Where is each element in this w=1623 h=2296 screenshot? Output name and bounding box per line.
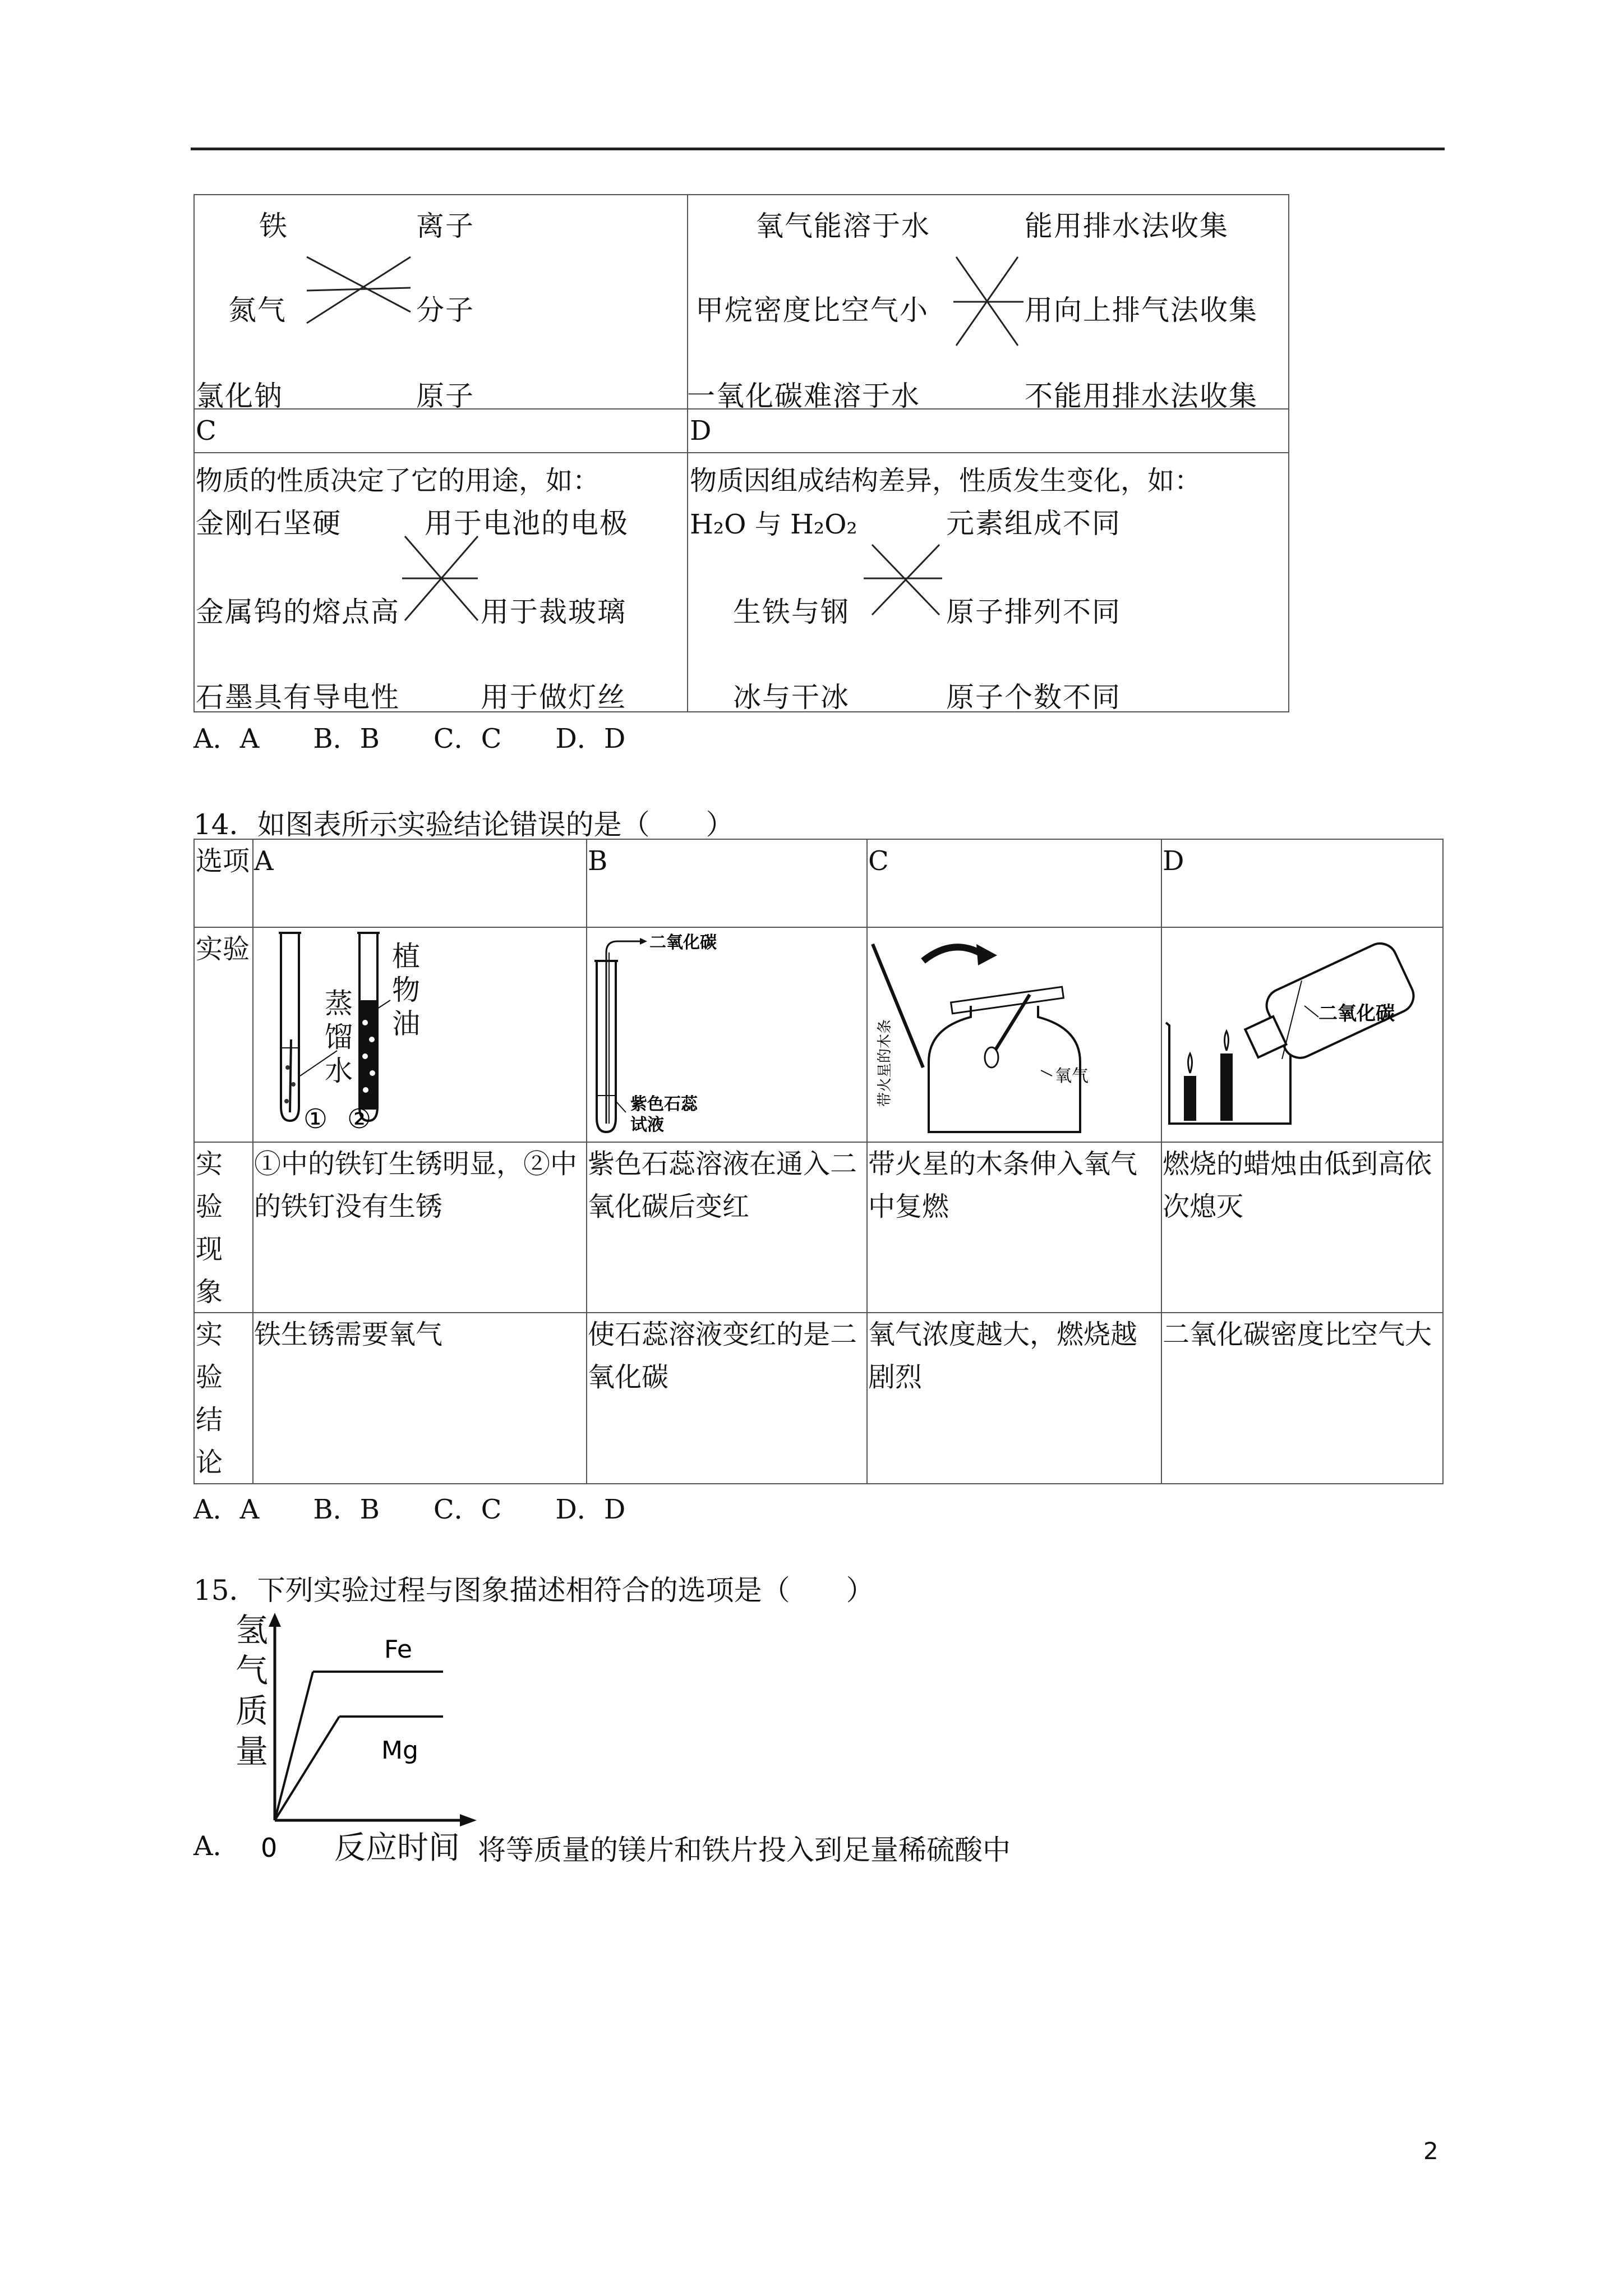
q13-a-lines — [195, 195, 687, 408]
q14-a-conclusion: 铁生锈需要氧气 — [254, 1319, 443, 1350]
q13-d-left-3: 冰与干冰 — [733, 681, 850, 714]
q13-d-intro: 物质因组成结构差异，性质发生变化，如： — [690, 465, 1202, 496]
q13-a-right-2: 分子 — [416, 294, 474, 326]
q13-c-left-3: 石墨具有导电性 — [196, 681, 400, 714]
fig-a-oil: 植物油 — [392, 940, 420, 1040]
q13-c-right-3: 用于做灯丝 — [481, 681, 626, 714]
fig-c-stick: 带火星的木条 — [877, 1019, 893, 1107]
q14-table — [193, 839, 1444, 1484]
q15-a-text: 将等质量的镁片和铁片投入到足量稀硫酸中 — [478, 1834, 1011, 1866]
q14-col-c-label: C — [868, 845, 889, 877]
fig-b-co2: 二氧化碳 — [649, 933, 717, 953]
q13-c-label: C — [196, 415, 216, 447]
q13-b-left-1: 氧气能溶于水 — [755, 210, 930, 242]
q14-stem: 14．如图表所示实验结论错误的是（ ） — [193, 808, 734, 841]
q13-c-right-1: 用于电池的电极 — [425, 507, 629, 540]
q15-stem: 15．下列实验过程与图象描述相符合的选项是（ ） — [193, 1574, 874, 1607]
fig-b-litmus-1: 紫色石蕊 — [630, 1094, 698, 1114]
q14-a-phenomenon: ①中的铁钉生锈明显，②中的铁钉没有生锈 — [254, 1148, 578, 1222]
q13-c-lines — [195, 452, 687, 710]
fig-d-co2: 二氧化碳 — [1318, 1002, 1395, 1025]
q13-d-left-2: 生铁与钢 — [733, 596, 850, 628]
q13-options: A．A B．B C．C D．D — [193, 723, 626, 754]
fig-a-n2: ② — [347, 1103, 372, 1135]
q13-b-right-1: 能用排水法收集 — [1025, 210, 1229, 242]
q14-fig-c — [867, 927, 1161, 1142]
q14-fig-d — [1161, 927, 1442, 1142]
q13-b-left-2: 甲烷密度比空气小 — [695, 294, 929, 326]
q14-fig-b — [587, 927, 866, 1142]
header-rule — [191, 148, 1445, 150]
q13-b-left-3: 一氧化碳难溶于水 — [687, 380, 920, 412]
q14-label-conclusion: 实验结论 — [196, 1319, 223, 1478]
q14-label-phenomenon: 实验现象 — [196, 1148, 223, 1308]
q13-b-right-3: 不能用排水法收集 — [1025, 380, 1258, 412]
q14-options: A．A B．B C．C D．D — [193, 1494, 626, 1525]
q14-c-conclusion: 氧气浓度越大，燃烧越剧烈 — [868, 1319, 1138, 1393]
q14-col-a-label: A — [254, 845, 274, 877]
q13-d-left-1: H₂O 与 H₂O₂ — [690, 509, 857, 540]
q13-a-left-2: 氮气 — [228, 294, 287, 326]
q14-d-phenomenon: 燃烧的蜡烛由低到高依次熄灭 — [1163, 1148, 1432, 1222]
q15-ylabel: 氢气质量 — [236, 1611, 269, 1770]
q14-col-b-label: B — [588, 845, 608, 877]
q13-c-left-1: 金刚石坚硬 — [196, 507, 342, 540]
page-number: 2 — [1423, 2137, 1438, 2165]
q13-c-left-2: 金属钨的熔点高 — [196, 596, 400, 628]
q14-d-conclusion: 二氧化碳密度比空气大 — [1163, 1319, 1432, 1350]
q14-b-conclusion: 使石蕊溶液变红的是二氧化碳 — [588, 1319, 857, 1393]
fig-a-water: 蒸馏水 — [325, 987, 353, 1087]
q13-c-right-2: 用于裁玻璃 — [481, 596, 626, 628]
q13-d-lines — [687, 452, 1288, 710]
q13-d-label: D — [690, 415, 712, 447]
q13-a-left-3: 氯化钠 — [196, 380, 283, 412]
q14-b-phenomenon: 紫色石蕊溶液在通入二氧化碳后变红 — [588, 1148, 857, 1222]
q13-a-right-1: 离子 — [416, 210, 474, 242]
fig-b-litmus-2: 试液 — [630, 1115, 664, 1135]
q14-c-phenomenon: 带火星的木条伸入氧气中复燃 — [868, 1148, 1138, 1222]
q14-label-experiment: 实验 — [196, 933, 250, 965]
q13-d-right-3: 原子个数不同 — [946, 681, 1121, 714]
fig-a-n1: ① — [303, 1103, 328, 1135]
q15-a-label: A． — [193, 1830, 240, 1862]
q14-col-d-label: D — [1163, 845, 1184, 877]
q13-c-intro: 物质的性质决定了它的用途，如： — [196, 465, 600, 496]
q15-series-mg: Mg — [381, 1736, 418, 1765]
q13-b-right-2: 用向上排气法收集 — [1025, 294, 1258, 326]
q13-table — [193, 194, 1289, 712]
q15-origin: 0 — [261, 1833, 278, 1862]
q13-d-right-2: 原子排列不同 — [946, 596, 1121, 628]
q13-a-left-1: 铁 — [259, 210, 288, 242]
q13-b-lines — [687, 195, 1288, 408]
q13-a-right-3: 原子 — [416, 380, 474, 412]
fig-c-o2: 氧气 — [1055, 1066, 1089, 1086]
q14-label-option: 选项 — [196, 845, 250, 877]
q13-d-right-1: 元素组成不同 — [946, 507, 1121, 540]
q15-xlabel: 反应时间 — [334, 1830, 460, 1866]
q15-series-fe: Fe — [384, 1635, 412, 1664]
